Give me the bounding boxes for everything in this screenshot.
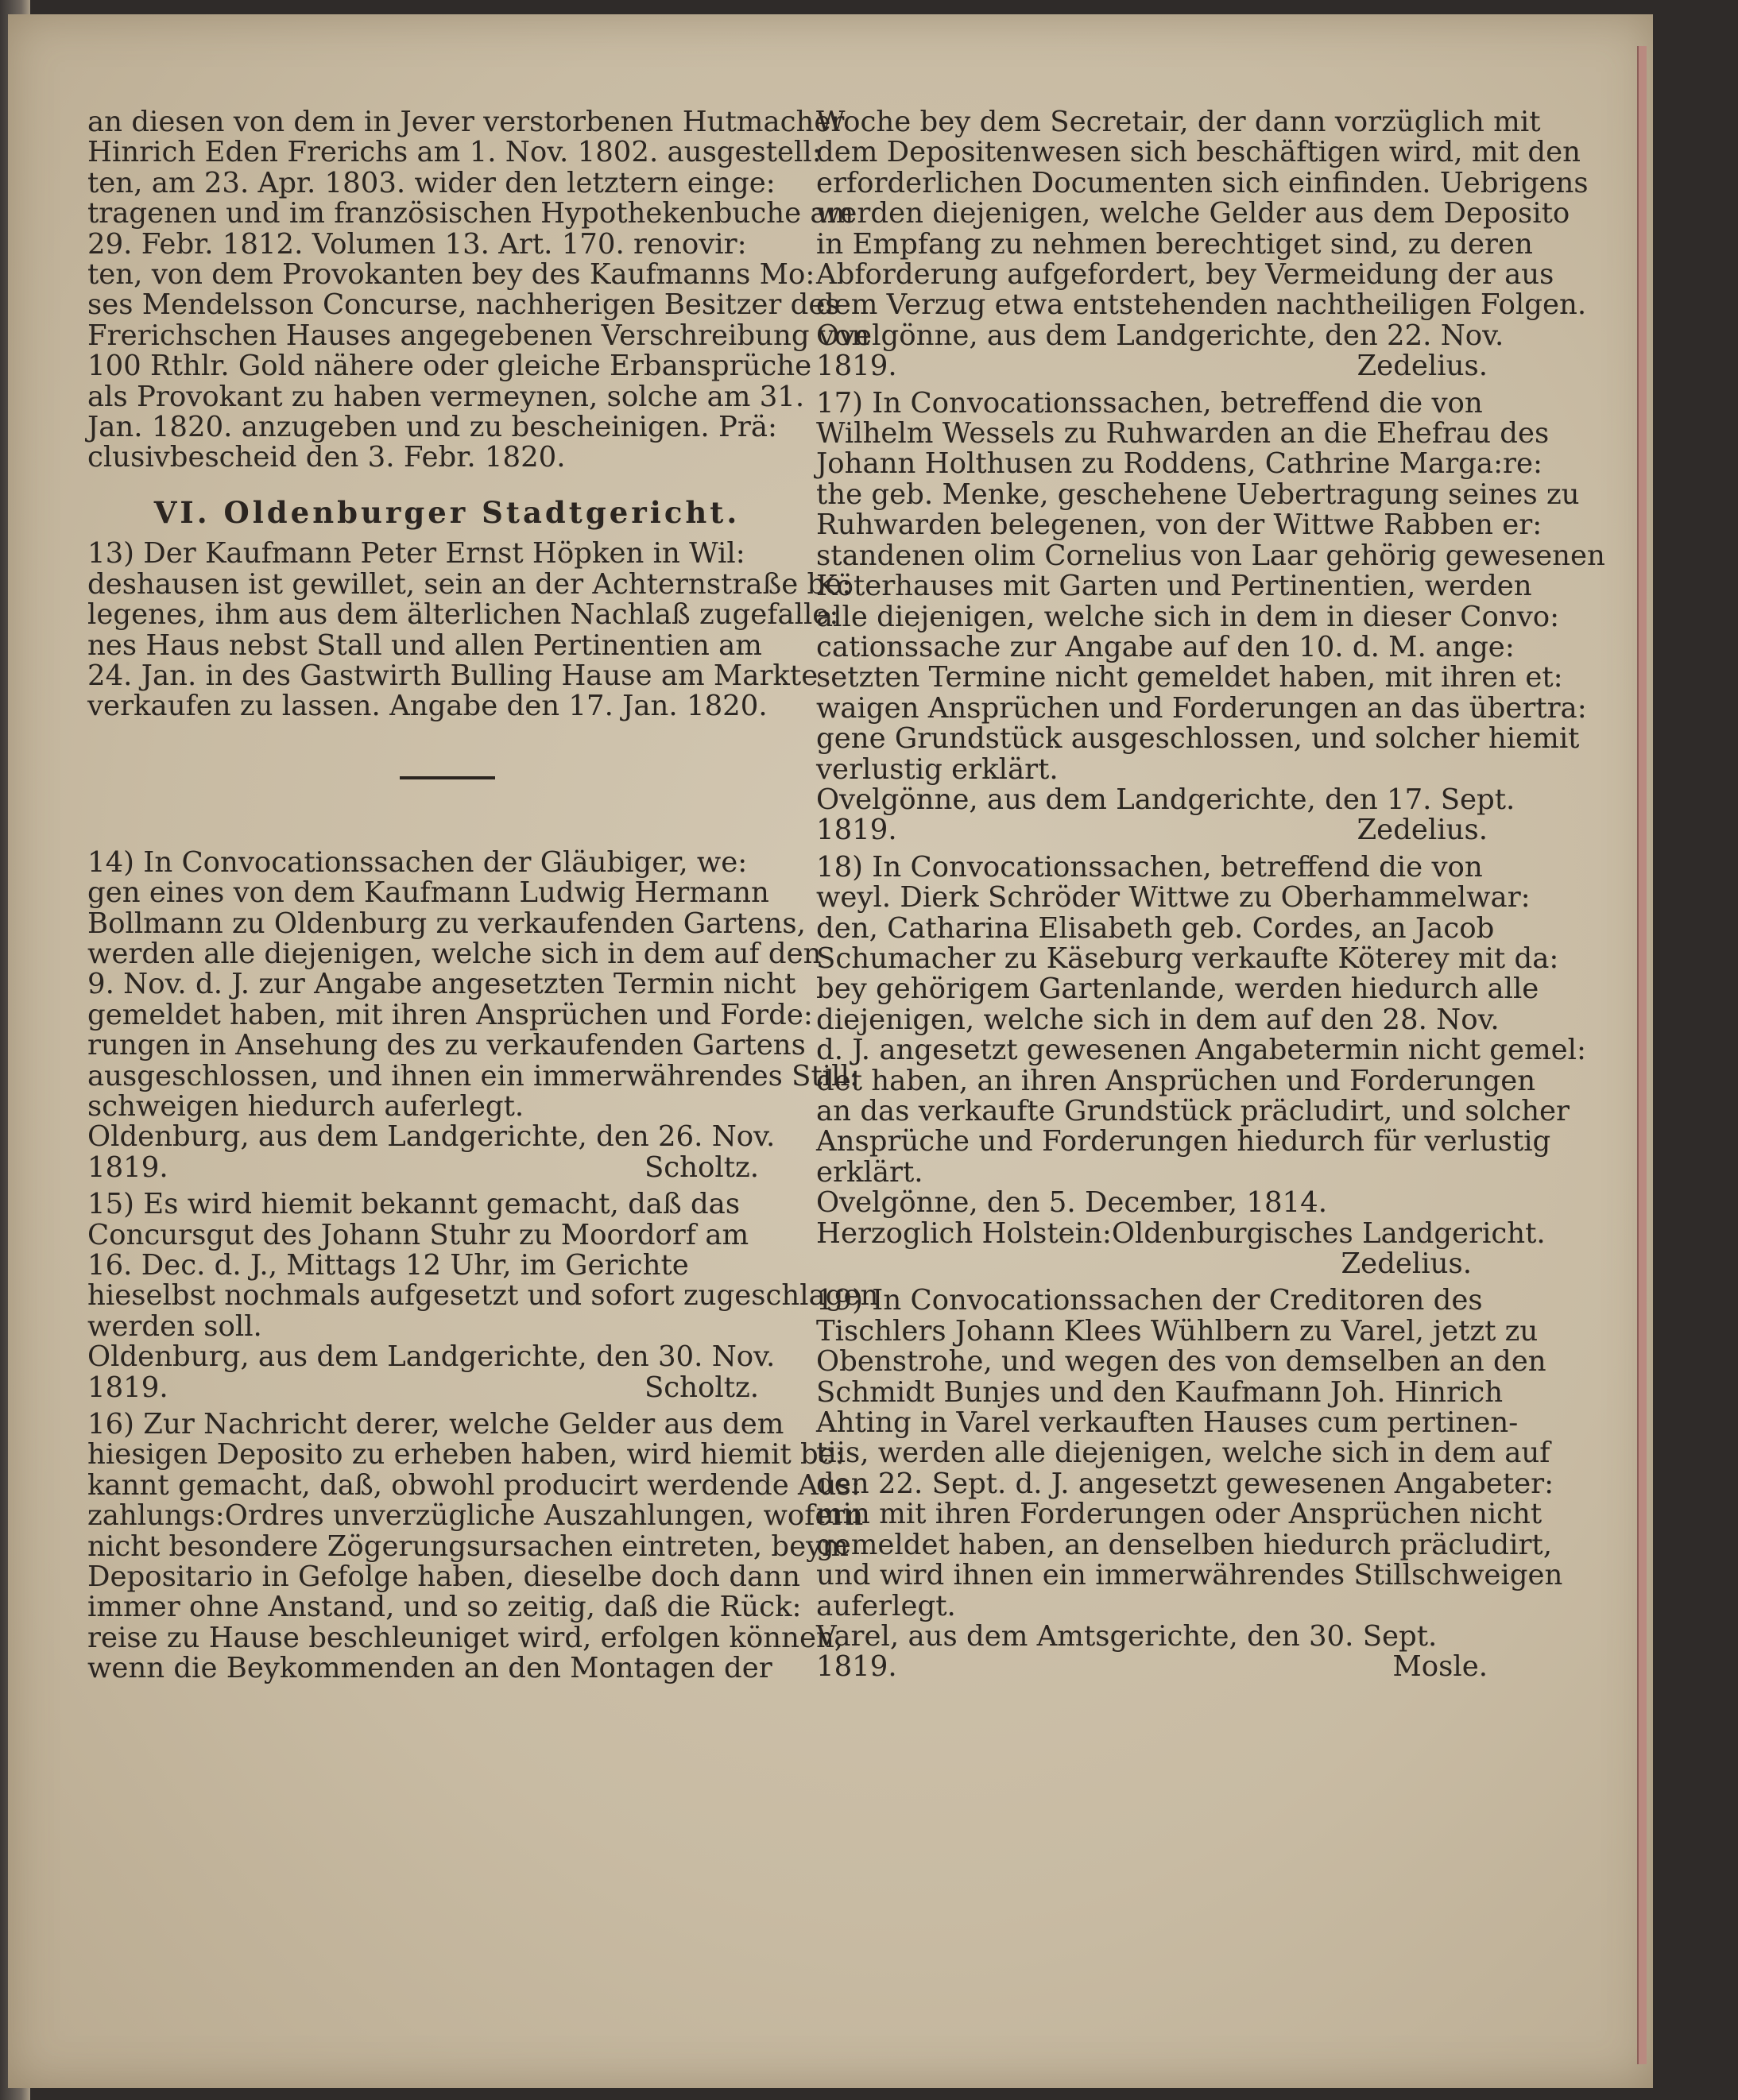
- text-line: Ovelgönne, aus dem Landgerichte, den 22. Nov.: [816, 319, 1504, 352]
- text-line: Zedelius.: [1341, 1247, 1472, 1281]
- text-line: werden alle diejenigen, welche sich in dem auf den: [87, 937, 822, 970]
- text-line: Johann Holthusen zu Roddens, Cathrine Marga:re:: [816, 447, 1543, 481]
- text-line: verkaufen zu lassen. Angabe den 17. Jan. 1820.: [87, 690, 768, 723]
- text-line: Ansprüche und Forderungen hiedurch für verlustig: [816, 1125, 1551, 1158]
- text-line: 100 Rthlr. Gold nähere oder gleiche Erbansprüche: [87, 350, 812, 383]
- text-line: Abforderung aufgefordert, bey Vermeidung der aus: [816, 258, 1554, 292]
- text-line: Depositario in Gefolge haben, dieselbe doch dann: [87, 1560, 800, 1594]
- text-line: nicht besondere Zögerungsursachen eintreten, beym: [87, 1530, 849, 1563]
- text-line: ausgeschlossen, und ihnen ein immerwährendes Still:: [87, 1059, 859, 1093]
- text-line: Frerichschen Hauses angegebenen Verschreibung von: [87, 319, 870, 352]
- text-line: 16) Zur Nachricht derer, welche Gelder aus dem: [87, 1408, 784, 1441]
- text-line: standenen olim Cornelius von Laar gehörig gewesenen: [816, 539, 1605, 572]
- page-edge: [1637, 46, 1647, 2064]
- text-line: Ovelgönne, den 5. December, 1814.: [816, 1186, 1327, 1220]
- text-line: Schumacher zu Käseburg verkaufte Köterey mit da:: [816, 942, 1559, 975]
- text-line: tiis, werden alle diejenigen, welche sich in dem auf: [816, 1437, 1550, 1470]
- text-line: werden soll.: [87, 1309, 262, 1343]
- text-line: cationssache zur Angabe auf den 10. d. M. ange:: [816, 630, 1515, 663]
- text-line: Woche bey dem Secretair, der dann vorzüglich mit: [816, 106, 1541, 138]
- notice-18: [816, 850, 1586, 1281]
- text-line: d. J. angesetzt gewesenen Angabetermin nicht gemel:: [816, 1034, 1586, 1067]
- text-line: erforderlichen Documenten sich einfinden. Uebrigens: [816, 166, 1589, 199]
- text-line: det haben, an ihren Ansprüchen und Forderungen: [816, 1064, 1536, 1097]
- text-line: 15) Es wird hiemit bekannt gemacht, daß das: [87, 1188, 741, 1221]
- text-line: Wilhelm Wessels zu Ruhwarden an die Ehefrau des: [816, 417, 1550, 451]
- text-line: ten, von dem Provokanten bey des Kaufmanns Mo:: [87, 258, 815, 292]
- text-line: 14) In Convocationssachen der Gläubiger, we:: [87, 845, 748, 879]
- text-line: Concursgut des Johann Stuhr zu Moordorf am: [87, 1218, 749, 1251]
- text-line: verlustig erklärt.: [816, 752, 1059, 786]
- text-line: bey gehörigem Gartenlande, werden hiedurch alle: [816, 973, 1539, 1006]
- signature-line: 1819. Zedelius.: [816, 350, 1488, 383]
- text-line: hiesigen Deposito zu erheben haben, wird hiemit be:: [87, 1438, 845, 1472]
- text-line: dem Verzug etwa entstehenden nachtheiligen Folgen.: [816, 288, 1587, 322]
- text-line: als Provokant zu haben vermeynen, solche am 31.: [87, 380, 805, 413]
- text-line: 29. Febr. 1812. Volumen 13. Art. 170. renovir:: [87, 227, 747, 261]
- text-line: gemeldet haben, an denselben hiedurch präcludirt,: [816, 1528, 1552, 1561]
- text-line: auferlegt.: [816, 1589, 956, 1622]
- notice-17: [816, 386, 1605, 847]
- notice-16-continued: [816, 106, 1589, 383]
- text-line: Oldenburg, aus dem Landgerichte, den 26. Nov.: [87, 1120, 776, 1154]
- notice-continued: [87, 106, 870, 474]
- notice-16: [87, 1408, 864, 1685]
- text-line: 16. Dec. d. J., Mittags 12 Uhr, im Gerichte: [87, 1249, 689, 1282]
- text-line: waigen Ansprüchen und Forderungen an das übertra:: [816, 691, 1587, 725]
- text-line: Ahting in Varel verkauften Hauses cum pertinen-: [816, 1406, 1519, 1440]
- text-line: Bollmann zu Oldenburg zu verkaufenden Gartens,: [87, 907, 806, 940]
- text-line: Ruhwarden belegenen, von der Wittwe Rabben er:: [816, 509, 1543, 542]
- text-line: the geb. Menke, geschehene Uebertragung seines zu: [816, 478, 1580, 511]
- text-line: setzten Termine nicht gemeldet haben, mit ihren et:: [816, 661, 1563, 694]
- notice-13: [87, 537, 852, 723]
- text-line: ses Mendelsson Concurse, nachherigen Besitzer des: [87, 288, 840, 322]
- notice-15: [87, 1188, 879, 1404]
- text-line: gene Grundstück ausgeschlossen, und solcher hiemit: [816, 722, 1580, 756]
- text-line: Ovelgönne, aus dem Landgerichte, den 17. Sept.: [816, 783, 1515, 816]
- signature-line: 1819. Scholtz.: [87, 1151, 759, 1184]
- text-line: legenes, ihm aus dem älterlichen Nachlaß zugefalle:: [87, 598, 839, 632]
- text-line: Obenstrohe, und wegen des von demselben an den: [816, 1345, 1546, 1379]
- text-line: wenn die Beykommenden an den Montagen der: [87, 1652, 772, 1685]
- text-line: gen eines von dem Kaufmann Ludwig Hermann: [87, 876, 769, 910]
- text-line: den, Catharina Elisabeth geb. Cordes, an Jacob: [816, 911, 1495, 945]
- text-line: reise zu Hause beschleuniget wird, erfolgen können,: [87, 1621, 844, 1654]
- text-line: alle diejenigen, welche sich in dem in dieser Convo:: [816, 600, 1560, 633]
- text-line: 19) In Convocationssachen der Creditoren des: [816, 1284, 1483, 1317]
- section-heading: VI. Oldenburger Stadtgericht.: [153, 494, 741, 530]
- text-line: clusivbescheid den 3. Febr. 1820.: [87, 441, 566, 474]
- text-line: schweigen hiedurch auferlegt.: [87, 1089, 524, 1123]
- text-line: deshausen ist gewillet, sein an der Achternstraße be:: [87, 567, 852, 601]
- text-line: zahlungs:Ordres unverzügliche Auszahlungen, wofern: [87, 1499, 864, 1533]
- text-line: 13) Der Kaufmann Peter Ernst Höpken in Wil:: [87, 537, 745, 570]
- signature-line: 1819. Mosle.: [816, 1650, 1488, 1684]
- text-line: nes Haus nebst Stall und allen Pertinentien am: [87, 628, 762, 662]
- notice-14: [87, 845, 859, 1184]
- signature-line: 1819. Zedelius.: [816, 814, 1488, 847]
- text-line: Varel, aus dem Amtsgerichte, den 30. Sept.: [816, 1619, 1438, 1653]
- text-line: rungen in Ansehung des zu verkaufenden Gartens: [87, 1029, 806, 1062]
- text-line: tragenen und im französischen Hypothekenbuche am: [87, 197, 854, 230]
- text-line: werden diejenigen, welche Gelder aus dem Deposito: [816, 197, 1570, 230]
- text-line: dem Depositenwesen sich beschäftigen wird, mit den: [816, 136, 1581, 169]
- text-line: weyl. Dierk Schröder Wittwe zu Oberhammelwar:: [816, 881, 1531, 915]
- text-line: ten, am 23. Apr. 1803. wider den letztern einge:: [87, 166, 776, 199]
- text-line: 17) In Convocationssachen, betreffend die von: [816, 386, 1483, 420]
- right-column: [816, 106, 1605, 1684]
- text-line: in Empfang zu nehmen berechtiget sind, zu deren: [816, 227, 1533, 261]
- text-line: hieselbst nochmals aufgesetzt und sofort zugeschlagen: [87, 1279, 879, 1313]
- text-line: 9. Nov. d. J. zur Angabe angesetzten Termin nicht: [87, 968, 796, 1001]
- text-line: min mit ihren Forderungen oder Ansprüchen nicht: [816, 1498, 1543, 1531]
- text-line: diejenigen, welche sich in dem auf den 28. Nov.: [816, 1003, 1500, 1036]
- text-line: an das verkaufte Grundstück präcludirt, und solcher: [816, 1095, 1570, 1127]
- text-line: und wird ihnen ein immerwährendes Stillschweigen: [816, 1559, 1563, 1592]
- text-line: Jan. 1820. anzugeben und zu bescheinigen. Prä:: [87, 411, 777, 444]
- text-line: Köterhauses mit Garten und Pertinentien, werden: [816, 570, 1532, 603]
- text-line: 24. Jan. in des Gastwirth Bulling Hause am Markte: [87, 659, 819, 692]
- text-line: den 22. Sept. d. J. angesetzt gewesenen Angabeter:: [816, 1467, 1554, 1500]
- section-divider: [400, 776, 495, 779]
- signature-line: 1819. Scholtz.: [87, 1371, 759, 1404]
- text-line: kannt gemacht, daß, obwohl producirt werdende Aus:: [87, 1468, 861, 1502]
- text-line: 18) In Convocationssachen, betreffend die von: [816, 850, 1483, 884]
- text-line: Oldenburg, aus dem Landgerichte, den 30. Nov.: [87, 1340, 776, 1374]
- text-line: Schmidt Bunjes und den Kaufmann Joh. Hinrich: [816, 1375, 1504, 1409]
- text-line: an diesen von dem in Jever verstorbenen Hutmacher: [87, 106, 845, 138]
- text-line: Hinrich Eden Frerichs am 1. Nov. 1802. ausgestell:: [87, 136, 822, 169]
- text-line: immer ohne Anstand, und so zeitig, daß die Rück:: [87, 1591, 802, 1624]
- text-line: gemeldet haben, mit ihren Ansprüchen und Forde:: [87, 998, 813, 1031]
- text-line: erklärt.: [816, 1155, 923, 1189]
- text-line: Tischlers Johann Klees Wühlbern zu Varel, jetzt zu: [816, 1314, 1539, 1348]
- notice-19: [816, 1284, 1563, 1684]
- text-line: Herzoglich Holstein:Oldenburgisches Landgericht.: [816, 1216, 1546, 1250]
